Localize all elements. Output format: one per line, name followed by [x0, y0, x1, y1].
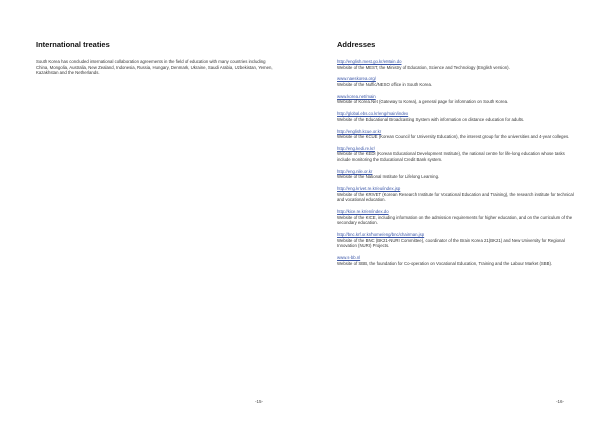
address-entry: [337, 209, 577, 226]
address-link[interactable]: http://eng.krivet.re.kr/eu/index.jsp: [337, 186, 401, 192]
address-description: Website of the KICE, including information on the admission requirements for higher education, and on the curriculum of the secondary education.: [337, 214, 573, 226]
address-entry: [337, 255, 577, 266]
address-description: Website of Korea.Net (Gateway to Korea), a general page for information on South Korea.: [337, 99, 509, 105]
address-link[interactable]: www.naeskorea.org/: [337, 76, 376, 82]
right-page-content: [337, 40, 577, 273]
address-link[interactable]: http://eng.kedi.re.kr/: [337, 145, 375, 151]
address-entry: [337, 59, 577, 70]
address-description: Website of the BNC (BK21-NURI Committee), coordinator of the Brain Korea 21(BK21) and New University for Regional Innovation (NURI) Projects.: [337, 237, 565, 249]
address-entry: [337, 111, 577, 122]
address-description: Website of the MEST, the Ministry of Education, Science and Technology (English version).: [337, 64, 510, 70]
page-number-right: -16-: [556, 399, 565, 404]
address-entry: [337, 232, 577, 249]
right-page: [300, 0, 600, 424]
address-description: Website of the National Institute for Lifelong Learning.: [337, 174, 440, 180]
address-description: Website of the Nuffic/NESO office in South Korea.: [337, 81, 433, 87]
address-link[interactable]: http://eng.nile.or.kr: [337, 168, 373, 174]
address-entry: [337, 186, 577, 203]
address-link[interactable]: http://bnc.krf.or.kr/home/eng/bnc/chairman.jsp: [337, 232, 425, 238]
address-link[interactable]: http://global.ebs.co.kr/eng/main/index: [337, 111, 409, 117]
left-page-content: [36, 40, 276, 76]
address-description: Website of the KEDI (Korean Educational Development Institute), the national centre for life-long education whose tasks include monitoring the Educational Credit Bank system.: [337, 151, 565, 163]
addresses-heading: Addresses: [337, 40, 376, 49]
address-entry: [337, 129, 577, 140]
address-entry: [337, 94, 577, 105]
address-entry: [337, 146, 577, 163]
address-description: Website of the KRIVET (Korean Research Institute for Vocational Education and Training), the research institute for technical and vocational education.: [337, 191, 574, 203]
address-link[interactable]: www.korea.net/main: [337, 93, 376, 99]
address-description: Website of SBB, the foundation for Co-operation on Vocational Education, Training and the Labour Market (SBB).: [337, 260, 553, 266]
page-number-left: -15-: [255, 399, 264, 404]
address-description: Website of the Educational Broadcasting System with information on distance education for adults.: [337, 116, 525, 122]
address-link[interactable]: http://english.kcue.or.kr: [337, 128, 382, 134]
address-description: Website of the KCUE (Korean Council for University Education), the interest group for the universities and 4-year colleges.: [337, 134, 570, 140]
address-list: [337, 59, 577, 266]
address-entry: [337, 76, 577, 87]
international-treaties-heading: International treaties: [36, 40, 110, 49]
address-link[interactable]: http://english.mest.go.kr/eMain.do: [337, 59, 402, 64]
treaties-paragraph: South Korea has concluded international collaboration agreements in the field of education with many countries including China, Mongolia, Australia, New Zealand, Indonesia, Russia, Hungary, Denmark, Ukraine, Saudi Arabia, Uzbekistan, Yemen, Kazakhstan and the Netherlands.: [36, 59, 273, 76]
address-link[interactable]: http://kice.re.kr/en/index.do: [337, 209, 389, 215]
address-entry: [337, 169, 577, 180]
address-link[interactable]: www.s-bb.nl: [337, 255, 361, 261]
